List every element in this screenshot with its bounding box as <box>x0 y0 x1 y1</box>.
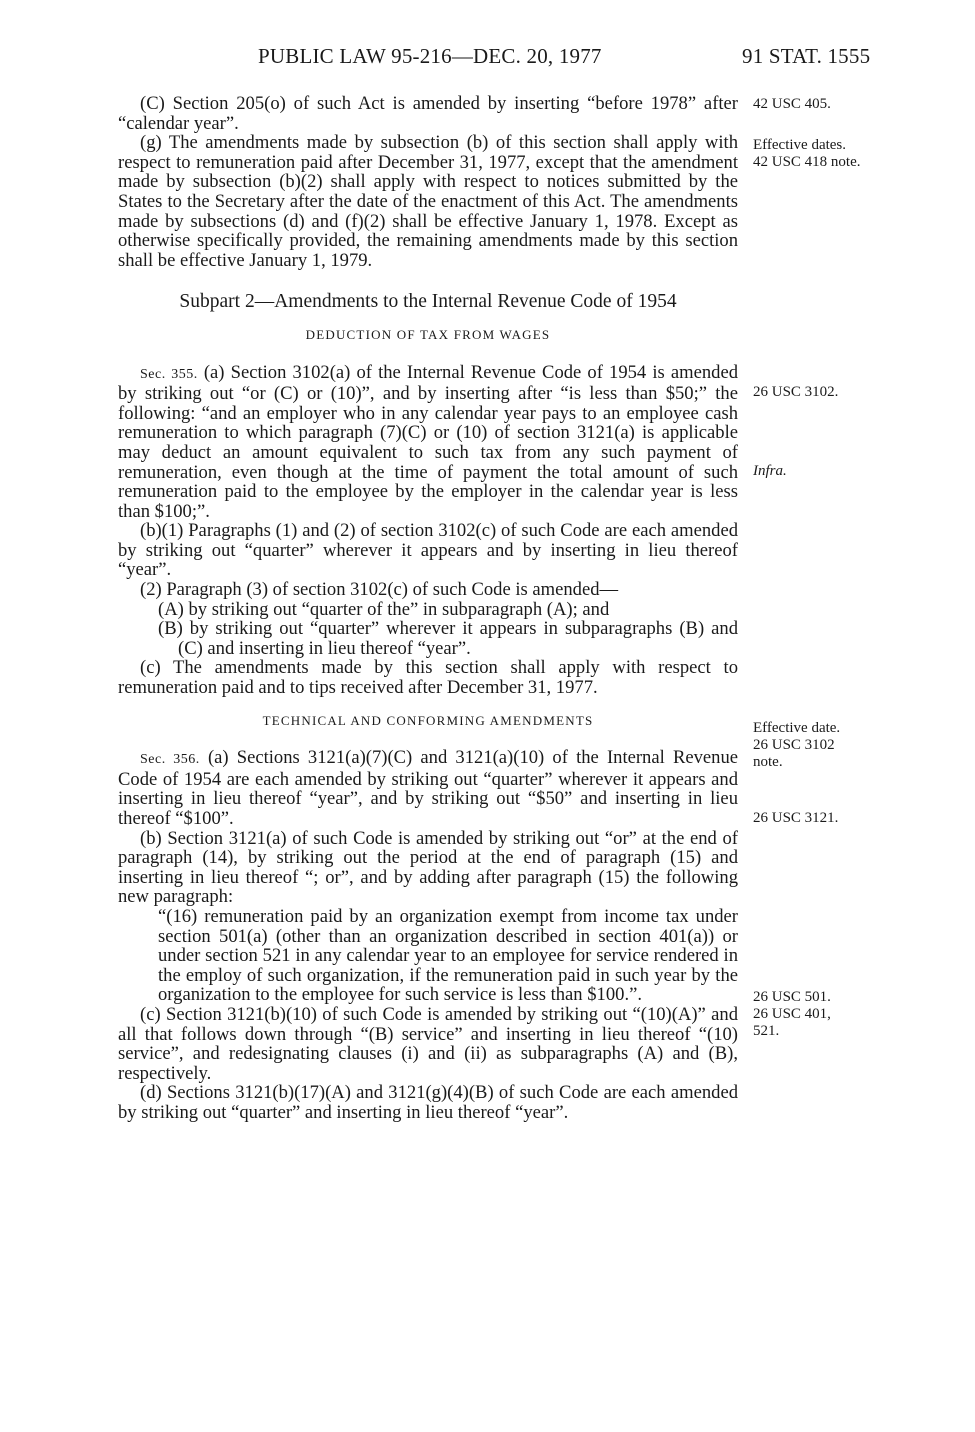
margin-note-26-usc-3102: 26 USC 3102. <box>753 384 839 400</box>
section-355-b2-A: (A) by striking out “quarter of the” in subparagraph (A); and <box>158 598 610 620</box>
margin-note-effective-dates <box>753 137 893 171</box>
margin-note-infra: Infra. <box>753 463 787 479</box>
margin-note-26-usc-501-line: 26 USC 501. <box>753 989 831 1005</box>
statute-page-number: 91 STAT. 1555 <box>742 44 871 68</box>
margin-note-521: 521. <box>753 1023 780 1039</box>
margin-note-42-usc-405: 42 USC 405. <box>753 96 831 112</box>
section-356-d: (d) Sections 3121(b)(17)(A) and 3121(g)(4)(B) of such Code are each amended by striking out “quarter” and inserting in lieu thereof “year”. <box>118 1082 738 1123</box>
section-355-b2: (2) Paragraph (3) of section 3102(c) of such Code is amended— <box>140 579 619 601</box>
margin-note-26-usc-501 <box>753 989 893 1040</box>
main-text-column <box>118 94 738 1123</box>
margin-note-note: note. <box>753 754 783 770</box>
margin-note-26-usc-3121: 26 USC 3121. <box>753 810 839 826</box>
margin-note-26-usc-3102-note: 26 USC 3102 <box>753 737 835 753</box>
section-356-b-quoted-paragraph: “(16) remuneration paid by an organization exempt from income tax under section 501(a) (other than an organization described in section 401(a)) or under section 521 in any calendar year to an employee for service rendered in the employ of such organization, if the remuneration paid in such year by the organization to the employee for such service is less than $100.”. <box>158 905 738 1006</box>
paragraph-g-effective-dates: (g) The amendments made by subsection (b) of this section shall apply with respect to remuneration paid after December 31, 1977, except that the amendment made by subsection (b)(2) shall apply with respect to notices submitted by the States to the Secretary after the date of the enactment of this Act. The amendments made by subsections (d) and (f)(2) shall be effective January 1, 1978. Except as otherwise specifically provided, the remaining amendments made by this section shall be effective January 1, 1979. <box>118 132 738 271</box>
page-header <box>0 44 975 74</box>
margin-note-26-usc-401: 26 USC 401, <box>753 1006 831 1022</box>
section-356-b: (b) Section 3121(a) of such Code is amended by striking out “or” at the end of paragraph (14), by striking out the period at the end of paragraph (15) and inserting in lieu thereof “; or”, and by adding after paragraph (15) the following new paragraph: <box>118 827 738 908</box>
margin-note-effective-dates-label: Effective dates. <box>753 137 847 153</box>
running-head-title: PUBLIC LAW 95-216—DEC. 20, 1977 <box>258 44 602 68</box>
section-356-c: (c) Section 3121(b)(10) of such Code is amended by striking out “(10)(A)” and all that follows down through “(B) service” and inserting in lieu thereof “(10) service”, and redesignating clauses (i) and (ii) as subparagraphs (A) and (B), respectively. <box>118 1003 738 1084</box>
section-355-b1: (b)(1) Paragraphs (1) and (2) of section 3102(c) of such Code are each amended by striking out “quarter” wherever it appears and by inserting in lieu thereof “year”. <box>118 520 738 581</box>
section-356-a-text: (a) Sections 3121(a)(7)(C) and 3121(a)(10) of the Internal Revenue Code of 1954 are each amended by striking out “quarter” wherever it appears and inserting in lieu thereof “year”, and by striking out “$50” and inserting in lieu thereof “$100”. <box>118 747 739 829</box>
section-356-a <box>118 748 738 828</box>
section-355-label: Sec. 355. <box>140 366 198 382</box>
margin-note-effective-date-label: Effective date. <box>753 720 841 736</box>
paragraph-c-section-205: (C) Section 205(o) of such Act is amended by inserting “before 1978” after “calendar year”. <box>118 93 738 134</box>
section-355-a <box>118 363 738 522</box>
subpart-heading: Subpart 2—Amendments to the Internal Revenue Code of 1954 <box>179 291 677 313</box>
section-356-label: Sec. 356. <box>140 752 200 768</box>
heading-deduction-of-tax: DEDUCTION OF TAX FROM WAGES <box>305 326 551 342</box>
margin-note-effective-date <box>753 720 893 771</box>
section-355-b2-B: (B) by striking out “quarter” wherever it appears in subparagraphs (B) and (C) and inserting in lieu thereof “year”. <box>158 618 738 659</box>
section-355-a-text: (a) Section 3102(a) of the Internal Revenue Code of 1954 is amended by striking out “or (C) or (10)”, and by inserting after “is less than $50;” the following: “and an employer who in any calendar year pays to an employee cash remuneration to which paragraph (7)(C) or (10) of section 3121(a) is applicable may deduct an amount equivalent to such tax from any such payment of remuneration, even though at the time of payment the total amount of such remuneration paid to the employee by the employer in the calendar year is less than $100;”. <box>118 361 739 522</box>
section-355-c: (c) The amendments made by this section shall apply with respect to remuneration paid and to tips received after December 31, 1977. <box>118 657 738 699</box>
heading-technical-amendments: TECHNICAL AND CONFORMING AMENDMENTS <box>262 712 594 728</box>
margin-note-42-usc-418: 42 USC 418 note. <box>753 154 861 170</box>
